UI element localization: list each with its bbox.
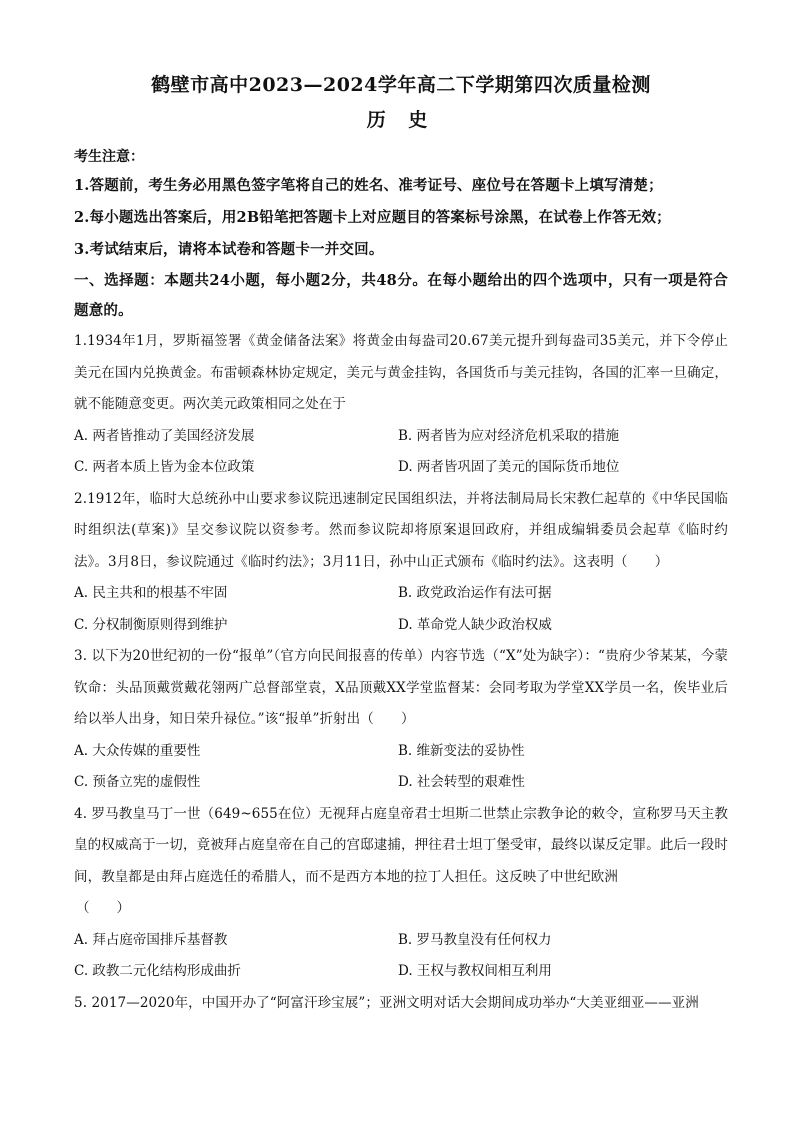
answer-parentheses: （ ） (76, 900, 130, 916)
option-a: A. 两者皆推动了美国经济发展 (74, 427, 255, 444)
option-a: A. 大众传媒的重要性 (74, 742, 201, 759)
option-d: D. 王权与教权间相互利用 (398, 963, 552, 979)
notice-item: 1.答题前，考生务必用黑色签字笔将自己的姓名、准考证号、座位号在答题卡上填写清楚； (74, 177, 663, 194)
option-a: A. 拜占庭帝国排斥基督教 (74, 931, 228, 948)
question-stem: 1.1934年1月，罗斯福签署《黄金储备法案》将黄金由每盎司20.67美元提升到每盎司35美元，并下令停止美元在国内兑换黄金。布雷顿森林协定规定，美元与黄金挂钩，各国货币与美元挂钩，各国的汇率一旦确定，就不能随意变更。两次美元政策相同之处在于 (74, 333, 728, 412)
section-heading: 一、选择题：本题共24小题，每小题2分，共48分。在每小题给出的四个选项中，只有一项是符合题意的。 (74, 272, 728, 319)
option-c: C. 分权制衡原则得到维护 (74, 616, 228, 633)
question-options (74, 578, 728, 641)
option-d: D. 革命党人缺少政治权威 (398, 616, 552, 633)
notice-item: 2.每小题选出答案后，用2B铅笔把答题卡上对应题目的答案标号涂黑，在试卷上作答无效； (74, 209, 671, 226)
option-c: C. 预备立宪的虚假性 (74, 774, 201, 790)
question-stem: 4. 罗马教皇马丁一世（649~655在位）无视拜占庭皇帝君士坦斯二世禁止宗教争论的敕令，宣称罗马天主教皇的权威高于一切，竟被拜占庭皇帝在自己的宫邸逮捕，押往君士坦丁堡受审，最终以谋反定罪。此后一段时间，教皇都是由拜占庭选任的希腊人，而不是西方本地的拉丁人担任。这反映了中世纪欧洲 (74, 805, 728, 885)
question-options (74, 925, 728, 988)
option-c: C. 政教二元化结构形成曲折 (74, 963, 241, 979)
subject-title: 历 史 (366, 109, 436, 131)
question-stem: 5. 2017—2020年，中国开办了“阿富汗珍宝展”；亚洲文明对话大会期间成功举办“大美亚细亚——亚洲 (74, 994, 699, 1011)
exam-page (74, 60, 728, 1019)
notice-item: 3.考试结束后，请将本试卷和答题卡一并交回。 (74, 241, 384, 258)
option-b: B. 两者皆为应对经济危机采取的措施 (398, 427, 620, 444)
option-d: D. 社会转型的艰难性 (398, 774, 525, 790)
option-b: B. 维新变法的妥协性 (398, 742, 525, 759)
option-b: B. 政党政治运作有法可据 (398, 585, 552, 601)
question-stem: 3. 以下为20世纪初的一份“报单”（官方向民间报喜的传单）内容节选（“X”处为缺字）：“贵府少爷某某，今蒙钦命：头品顶戴赏戴花翎两广总督部堂袁，X品顶戴XX学堂监督某：会同考取为学堂XX学员一名，俟毕业后给以举人出身，知日荣升禄位。”该“报单”折射出（ ） (74, 648, 728, 727)
option-b: B. 罗马教皇没有任何权力 (398, 931, 552, 948)
exam-title: 鹤壁市高中2023—2024学年高二下学期第四次质量检测 (151, 74, 651, 96)
question-stem: 2.1912年，临时大总统孙中山要求参议院迅速制定民国组织法，并将法制局局长宋教仁起草的《中华民国临时组织法(草案)》呈交参议院以资参考。然而参议院却将原案退回政府，并组成编辑委员会起草《临时约法》。3月8日，参议院通过《临时约法》；3月11日，孙中山正式颁布《临时约法》。这表明（ ） (74, 490, 728, 570)
option-a: A. 民主共和的根基不牢固 (74, 585, 228, 601)
notice-heading: 考生注意： (74, 149, 144, 165)
option-c: C. 两者本质上皆为金本位政策 (74, 459, 255, 475)
question-options (74, 736, 728, 799)
question-options (74, 421, 728, 484)
option-d: D. 两者皆巩固了美元的国际货币地位 (398, 459, 620, 475)
